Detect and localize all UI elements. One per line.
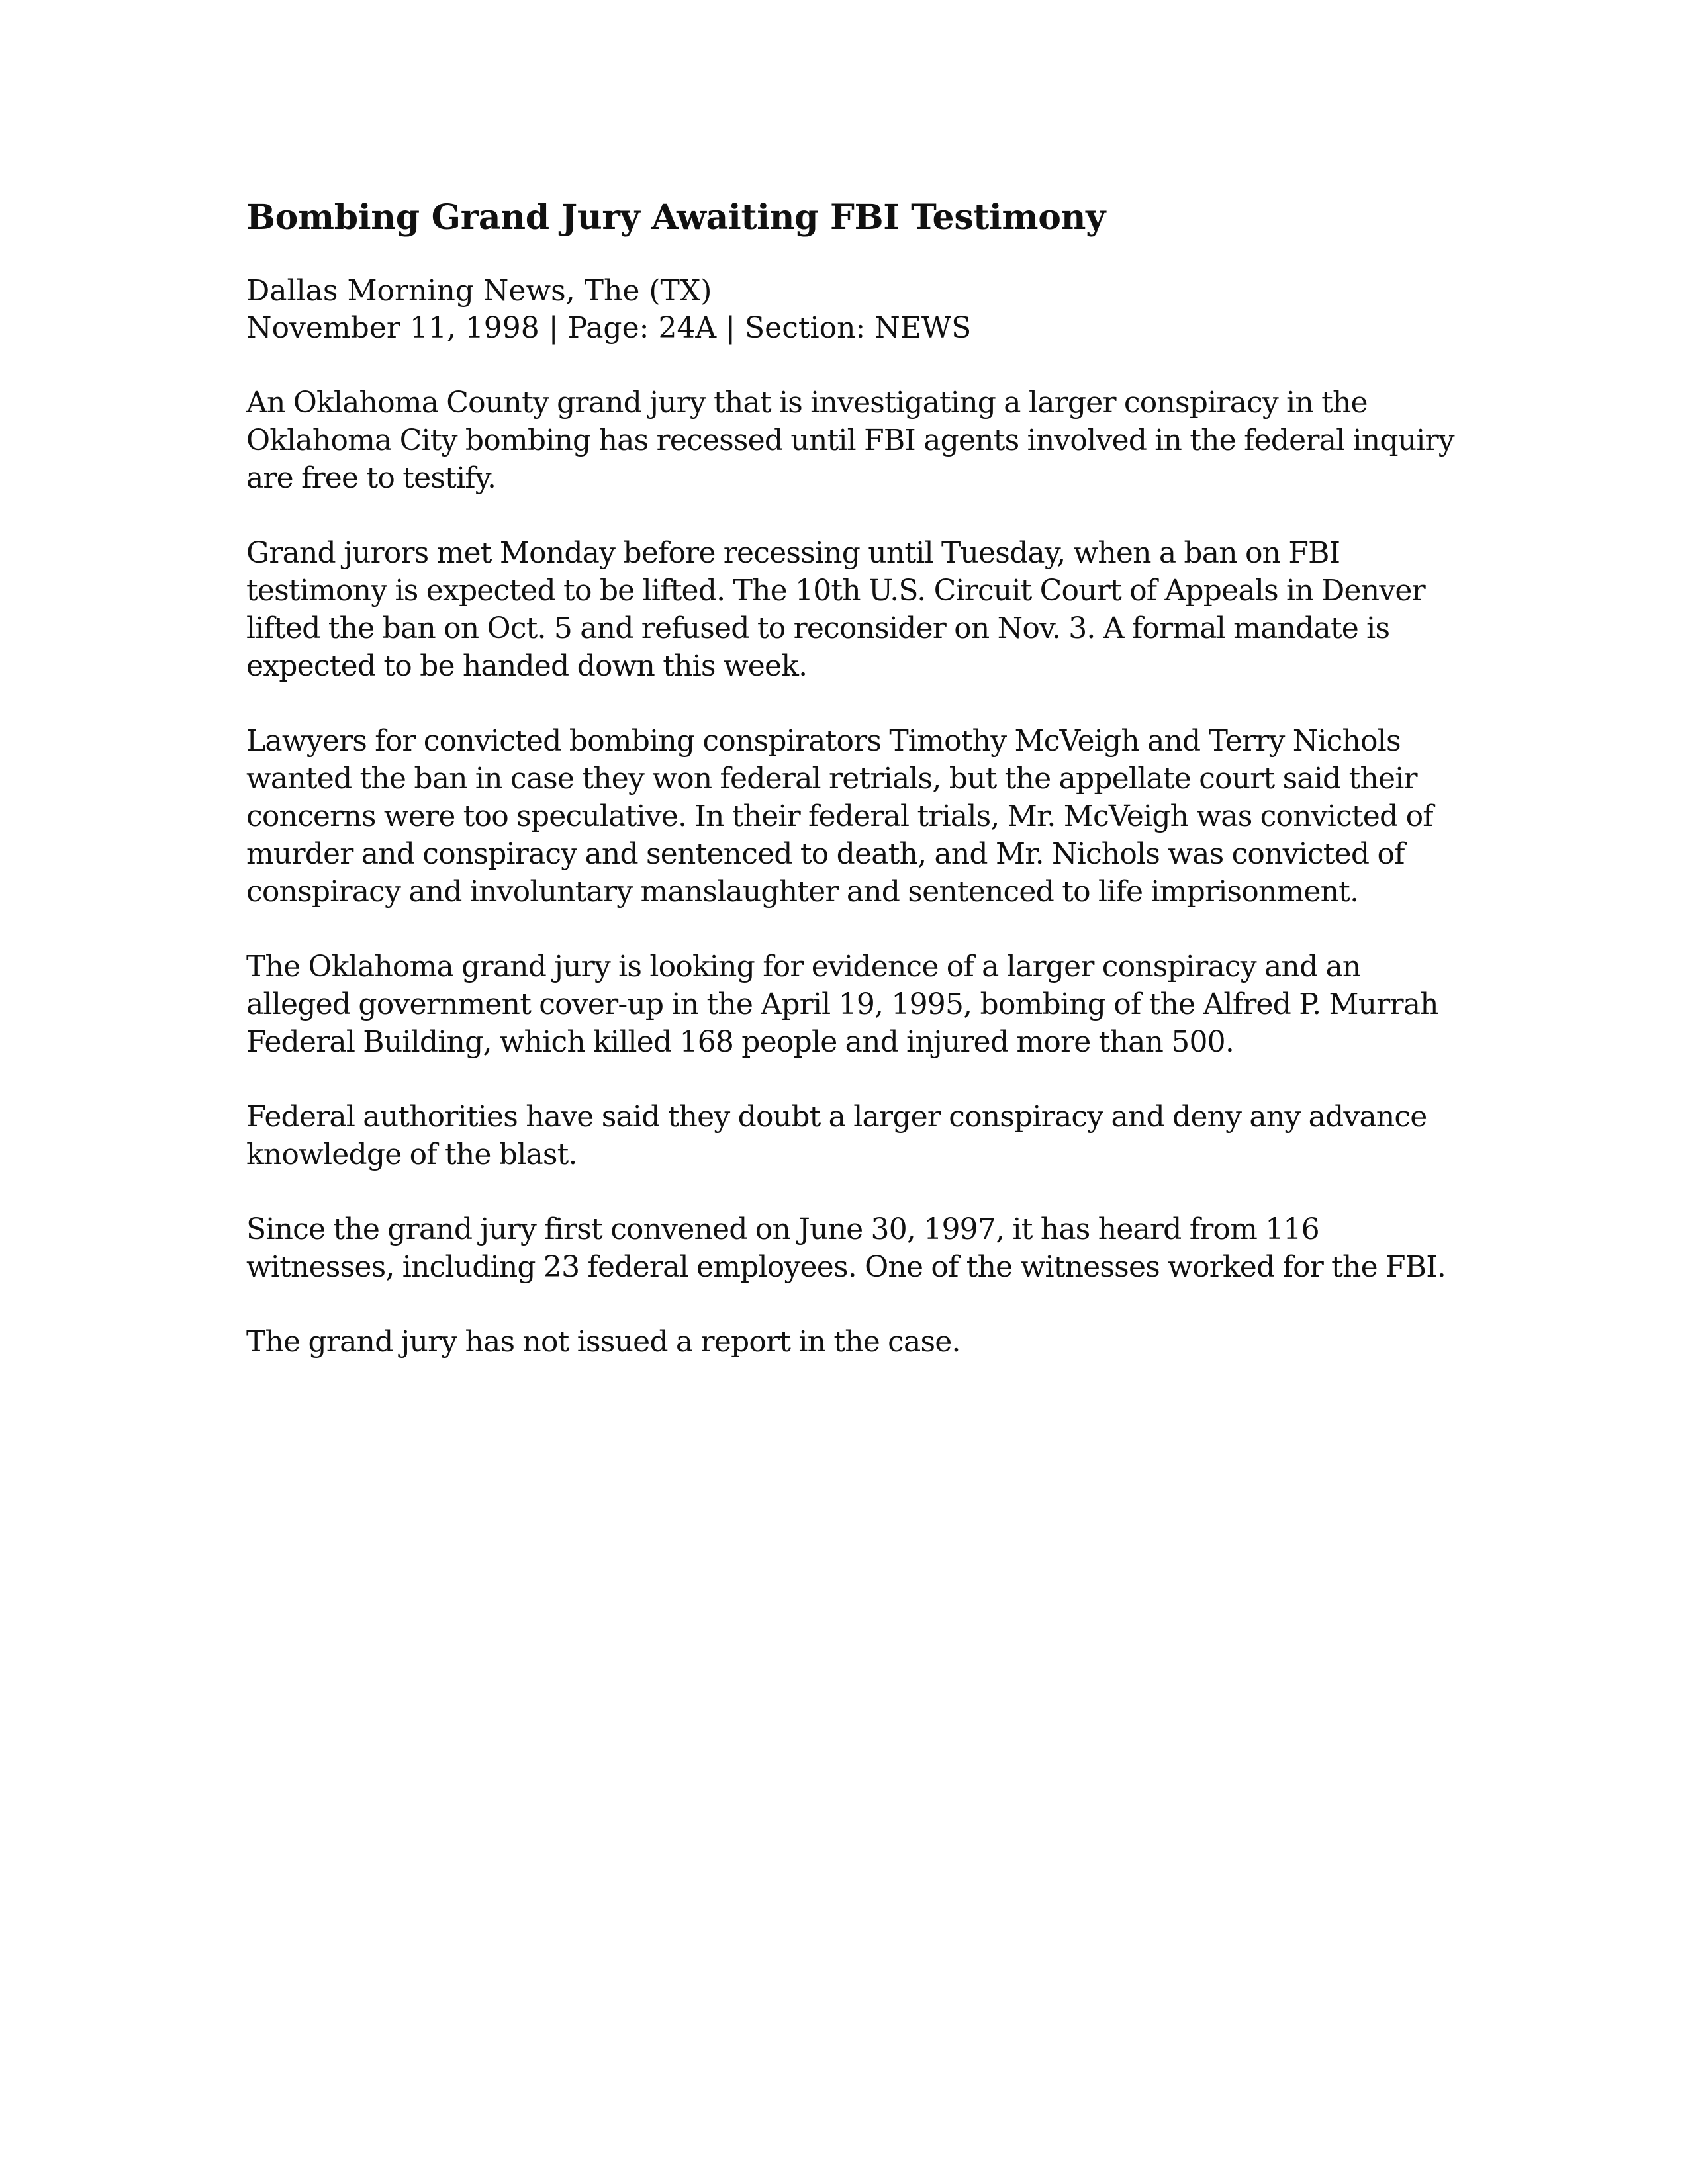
article-paragraph: The Oklahoma grand jury is looking for evidence of a larger conspiracy and an alleged government cover-up in the April 19, 1995, bombing of the Alfred P. Murrah Federal Building, which killed 168 people and injured more than 500. xyxy=(246,950,1438,1059)
article-paragraph: Grand jurors met Monday before recessing until Tuesday, when a ban on FBI testimony is expected to be lifted. The 10th U.S. Circuit Court of Appeals in Denver lifted the ban on Oct. 5 and refused to reconsider on Nov. 3. A formal mandate is expected to be handed down this week. xyxy=(246,536,1425,683)
article-paragraph: Lawyers for convicted bombing conspirators Timothy McVeigh and Terry Nichols wanted the ban in case they won federal retrials, but the appellate court said their concerns were too speculative. In their federal trials, Mr. McVeigh was convicted of murder and conspiracy and sentenced to death, and Mr. Nichols was convicted of conspiracy and involuntary manslaughter and sentenced to life imprisonment. xyxy=(246,724,1433,909)
article-source: Dallas Morning News, The (TX) xyxy=(246,274,712,308)
article-paragraph: Federal authorities have said they doubt a larger conspiracy and deny any advance knowledge of the blast. xyxy=(246,1100,1427,1171)
article-page xyxy=(246,193,1458,1361)
article-meta xyxy=(246,273,1458,347)
article-paragraph: An Oklahoma County grand jury that is investigating a larger conspiracy in the Oklahoma City bombing has recessed until FBI agents involved in the federal inquiry are free to testify. xyxy=(246,386,1454,495)
article-paragraph: Since the grand jury first convened on June 30, 1997, it has heard from 116 witnesses, including 23 federal employees. One of the witnesses worked for the FBI. xyxy=(246,1212,1446,1284)
article-dateline: November 11, 1998 | Page: 24A | Section: NEWS xyxy=(246,311,972,345)
article-body xyxy=(246,384,1458,1361)
article-headline: Bombing Grand Jury Awaiting FBI Testimony xyxy=(246,197,1106,238)
article-paragraph: The grand jury has not issued a report in the case. xyxy=(246,1325,961,1359)
